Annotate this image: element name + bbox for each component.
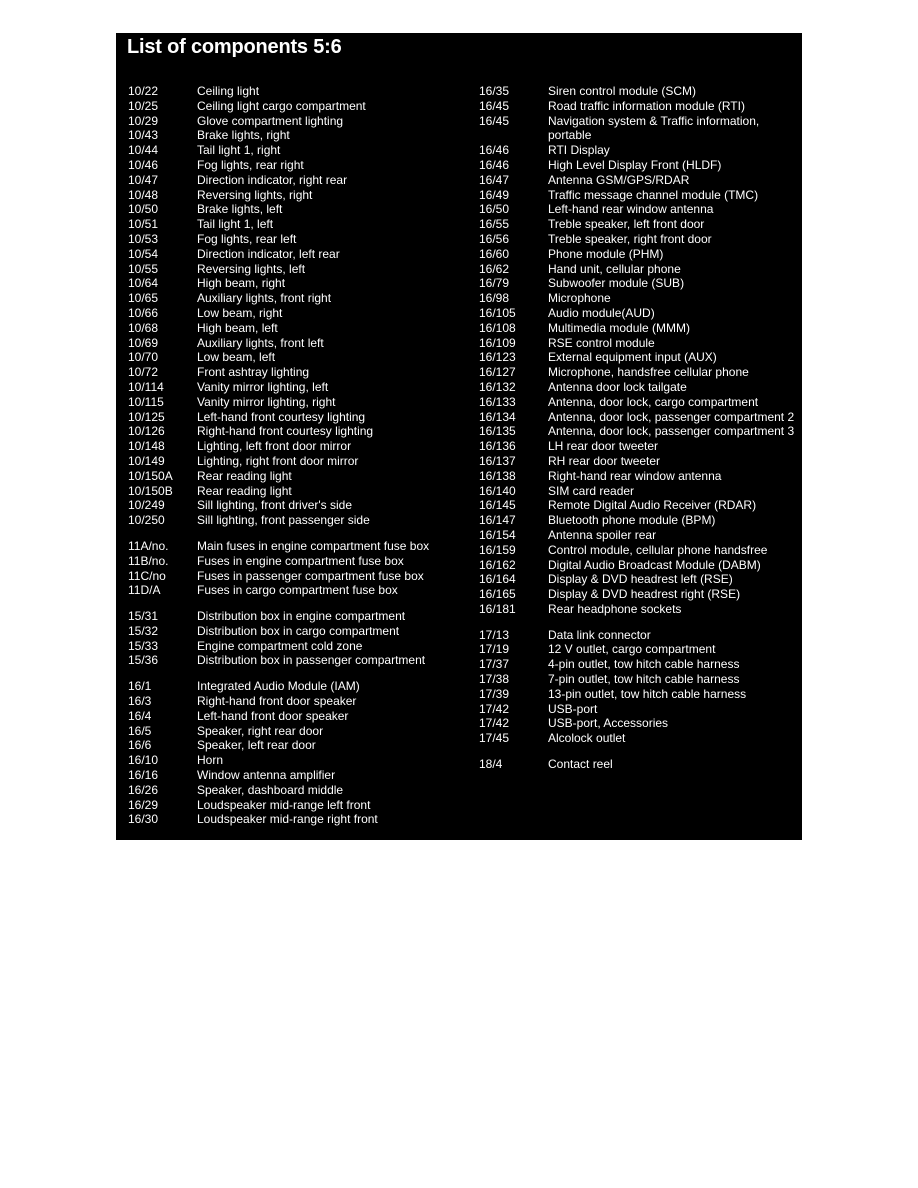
component-description: 7-pin outlet, tow hitch cable harness xyxy=(548,672,740,687)
component-description: Rear headphone sockets xyxy=(548,601,682,616)
component-description: Integrated Audio Module (IAM) xyxy=(197,679,360,694)
component-row xyxy=(128,454,466,469)
component-code: 10/126 xyxy=(128,424,165,439)
component-row xyxy=(128,753,466,768)
component-description: Distribution box in engine compartment xyxy=(197,609,406,624)
component-code: 16/10 xyxy=(128,753,159,768)
component-description: Phone module (PHM) xyxy=(548,246,664,261)
component-row xyxy=(479,262,797,277)
component-description: Microphone, handsfree cellular phone xyxy=(548,365,749,380)
component-code: 10/29 xyxy=(128,113,159,128)
component-description: Tail light 1, left xyxy=(197,217,274,232)
component-row xyxy=(479,188,797,203)
component-code: 10/250 xyxy=(128,513,165,528)
component-row xyxy=(479,672,797,687)
component-description: Vanity mirror lighting, right xyxy=(197,394,336,409)
component-row xyxy=(479,587,797,602)
component-code: 16/135 xyxy=(479,424,516,439)
component-description: Fuses in engine compartment fuse box xyxy=(197,553,404,568)
component-description: Road traffic information module (RTI) xyxy=(548,98,745,113)
component-description: Auxiliary lights, front left xyxy=(197,335,324,350)
component-row xyxy=(128,276,466,291)
component-row xyxy=(128,336,466,351)
component-code: 16/136 xyxy=(479,439,516,454)
component-code: 11A/no. xyxy=(128,538,169,553)
component-description: Main fuses in engine compartment fuse box xyxy=(197,538,430,553)
component-row xyxy=(479,306,797,321)
component-code: 10/125 xyxy=(128,409,165,424)
component-description: Antenna, door lock, passenger compartment 3 xyxy=(548,424,795,439)
component-description: Fuses in cargo compartment fuse box xyxy=(197,583,398,598)
component-code: 16/162 xyxy=(479,557,516,572)
component-row xyxy=(128,350,466,365)
component-row xyxy=(128,679,466,694)
component-row xyxy=(479,543,797,558)
component-row xyxy=(479,469,797,484)
component-description: Ceiling light xyxy=(197,84,260,98)
component-description: 12 V outlet, cargo compartment xyxy=(548,642,716,657)
component-description: Multimedia module (MMM) xyxy=(548,320,691,335)
component-code: 16/45 xyxy=(479,113,510,128)
component-description: Antenna, door lock, cargo compartment xyxy=(548,394,759,409)
component-code: 16/55 xyxy=(479,217,510,232)
component-code: 10/55 xyxy=(128,261,159,276)
component-description: External equipment input (AUX) xyxy=(548,350,717,365)
component-row xyxy=(128,395,466,410)
component-row xyxy=(128,653,466,668)
component-code: 10/66 xyxy=(128,305,159,320)
component-code: 10/249 xyxy=(128,498,165,513)
component-description: Navigation system & Traffic information, portable xyxy=(548,113,760,143)
component-code: 10/50 xyxy=(128,202,159,217)
component-row xyxy=(479,731,797,746)
component-code: 16/109 xyxy=(479,335,516,350)
component-code: 16/5 xyxy=(128,723,152,738)
component-description: Right-hand rear window antenna xyxy=(548,468,722,483)
component-row xyxy=(479,291,797,306)
component-code: 10/65 xyxy=(128,291,159,306)
component-code: 17/45 xyxy=(479,731,510,746)
component-row xyxy=(128,498,466,513)
component-description: USB-port, Accessories xyxy=(548,716,669,731)
component-code: 16/3 xyxy=(128,694,152,709)
component-code: 16/105 xyxy=(479,305,516,320)
component-row xyxy=(479,602,797,617)
component-description: High beam, right xyxy=(197,276,286,291)
component-code: 16/49 xyxy=(479,187,510,202)
component-description: Traffic message channel module (TMC) xyxy=(548,187,759,202)
component-code: 17/19 xyxy=(479,642,510,657)
component-code: 10/115 xyxy=(128,394,164,409)
component-code: 16/45 xyxy=(479,98,510,113)
component-code: 10/54 xyxy=(128,246,159,261)
component-row xyxy=(479,336,797,351)
component-description: Alcolock outlet xyxy=(548,731,626,746)
component-description: Remote Digital Audio Receiver (RDAR) xyxy=(548,498,757,513)
component-code: 10/148 xyxy=(128,439,165,454)
component-code: 10/47 xyxy=(128,172,159,187)
component-row xyxy=(128,188,466,203)
component-code: 16/133 xyxy=(479,394,516,409)
component-description: LH rear door tweeter xyxy=(548,439,659,454)
component-description: Bluetooth phone module (BPM) xyxy=(548,513,716,528)
component-row xyxy=(479,365,797,380)
component-description: RH rear door tweeter xyxy=(548,453,661,468)
component-code: 10/64 xyxy=(128,276,159,291)
component-description: Brake lights, right xyxy=(197,128,290,143)
component-code: 16/6 xyxy=(128,738,152,753)
component-description: Sill lighting, front driver's side xyxy=(197,498,353,513)
component-description: Left-hand rear window antenna xyxy=(548,202,714,217)
component-row xyxy=(479,173,797,188)
component-row xyxy=(128,114,466,129)
component-code: 10/53 xyxy=(128,231,159,246)
component-code: 10/22 xyxy=(128,84,159,98)
component-code: 16/181 xyxy=(479,601,516,616)
component-description: Engine compartment cold zone xyxy=(197,638,363,653)
component-code: 10/46 xyxy=(128,157,159,172)
component-code: 10/150A xyxy=(128,468,173,483)
component-row xyxy=(128,513,466,528)
component-code: 16/159 xyxy=(479,542,516,557)
component-code: 10/69 xyxy=(128,335,159,350)
component-description: High beam, left xyxy=(197,320,278,335)
component-row xyxy=(128,569,466,584)
component-description: Speaker, left rear door xyxy=(197,738,316,753)
component-description: Tail light 1, right xyxy=(197,143,281,158)
component-description: Right-hand front door speaker xyxy=(197,694,357,709)
component-row xyxy=(128,768,466,783)
component-description: Display & DVD headrest left (RSE) xyxy=(548,572,733,587)
component-row xyxy=(128,694,466,709)
component-row xyxy=(479,454,797,469)
component-description: Treble speaker, right front door xyxy=(548,231,712,246)
component-description: Antenna, door lock, passenger compartment 2 xyxy=(548,409,795,424)
component-code: 16/56 xyxy=(479,231,510,246)
component-row xyxy=(128,380,466,395)
component-row xyxy=(479,232,797,247)
component-description: Brake lights, left xyxy=(197,202,283,217)
component-row xyxy=(128,306,466,321)
component-code: 16/47 xyxy=(479,172,510,187)
component-description: Treble speaker, left front door xyxy=(548,217,705,232)
component-code: 16/154 xyxy=(479,527,516,542)
component-code: 16/138 xyxy=(479,468,516,483)
component-code: 16/134 xyxy=(479,409,516,424)
component-code: 16/29 xyxy=(128,797,159,812)
component-description: Glove compartment lighting xyxy=(197,113,344,128)
component-row xyxy=(479,276,797,291)
component-code: 16/62 xyxy=(479,261,510,276)
component-row xyxy=(128,783,466,798)
component-row xyxy=(128,99,466,114)
component-description: Left-hand front door speaker xyxy=(197,708,349,723)
component-code: 10/150B xyxy=(128,483,173,498)
component-row xyxy=(128,158,466,173)
component-code: 16/165 xyxy=(479,587,516,602)
component-row xyxy=(128,128,466,143)
component-row xyxy=(128,247,466,262)
component-description: Low beam, left xyxy=(197,350,276,365)
component-description: Loudspeaker mid-range left front xyxy=(197,797,371,812)
component-code: 16/137 xyxy=(479,453,516,468)
component-description: Microphone xyxy=(548,291,611,306)
component-description: Right-hand front courtesy lighting xyxy=(197,424,374,439)
component-code: 10/51 xyxy=(128,217,159,232)
component-row xyxy=(479,687,797,702)
component-description: Ceiling light cargo compartment xyxy=(197,98,366,113)
component-code: 16/140 xyxy=(479,483,516,498)
component-row xyxy=(128,365,466,380)
component-row xyxy=(128,539,466,554)
component-row xyxy=(128,217,466,232)
component-code: 10/114 xyxy=(128,379,164,394)
component-description: Fog lights, rear left xyxy=(197,231,297,246)
component-code: 10/149 xyxy=(128,453,165,468)
component-row xyxy=(479,99,797,114)
component-description: Antenna spoiler rear xyxy=(548,527,657,542)
component-code: 17/42 xyxy=(479,716,510,731)
component-description: Low beam, right xyxy=(197,305,283,320)
component-code: 16/79 xyxy=(479,276,510,291)
component-row xyxy=(479,716,797,731)
component-description: Distribution box in passenger compartment xyxy=(197,653,426,668)
component-code: 16/26 xyxy=(128,782,159,797)
component-description: Lighting, right front door mirror xyxy=(197,453,359,468)
component-code: 18/4 xyxy=(479,757,503,772)
component-code: 16/46 xyxy=(479,157,510,172)
component-row xyxy=(128,84,466,99)
component-code: 16/60 xyxy=(479,246,510,261)
component-code: 10/43 xyxy=(128,128,159,143)
component-code: 16/132 xyxy=(479,379,516,394)
component-description: Direction indicator, right rear xyxy=(197,172,348,187)
component-code: 11C/no xyxy=(128,568,166,583)
component-row xyxy=(479,657,797,672)
component-code: 16/35 xyxy=(479,84,510,98)
component-code: 10/68 xyxy=(128,320,159,335)
component-description: Left-hand front courtesy lighting xyxy=(197,409,366,424)
component-row xyxy=(128,583,466,598)
component-description: Hand unit, cellular phone xyxy=(548,261,681,276)
component-row xyxy=(128,143,466,158)
component-code: 16/46 xyxy=(479,143,510,158)
component-row xyxy=(128,173,466,188)
component-description: Speaker, dashboard middle xyxy=(197,782,344,797)
component-row xyxy=(128,724,466,739)
component-row xyxy=(479,498,797,513)
component-description: Fuses in passenger compartment fuse box xyxy=(197,568,424,583)
component-description: Sill lighting, front passenger side xyxy=(197,513,370,528)
component-description: Horn xyxy=(197,753,224,768)
component-code: 17/37 xyxy=(479,657,510,672)
component-row xyxy=(479,247,797,262)
component-row xyxy=(128,424,466,439)
component-row xyxy=(128,484,466,499)
component-row xyxy=(128,469,466,484)
component-description: Contact reel xyxy=(548,757,613,772)
component-row xyxy=(128,639,466,654)
component-code: 16/108 xyxy=(479,320,516,335)
component-code: 16/123 xyxy=(479,350,516,365)
component-row xyxy=(128,262,466,277)
component-description: Rear reading light xyxy=(197,468,292,483)
component-row xyxy=(479,350,797,365)
component-code: 10/48 xyxy=(128,187,159,202)
component-list-right xyxy=(479,84,797,772)
component-row xyxy=(128,812,466,827)
component-code: 15/33 xyxy=(128,638,159,653)
components-panel xyxy=(116,33,802,840)
component-code: 16/16 xyxy=(128,768,159,783)
component-code: 17/38 xyxy=(479,672,510,687)
component-description: Antenna GSM/GPS/RDAR xyxy=(548,172,690,187)
component-row xyxy=(128,609,466,624)
component-code: 16/145 xyxy=(479,498,516,513)
component-description: RSE control module xyxy=(548,335,655,350)
component-description: Digital Audio Broadcast Module (DABM) xyxy=(548,557,761,572)
component-row xyxy=(479,484,797,499)
component-row xyxy=(479,572,797,587)
component-row xyxy=(128,321,466,336)
component-description: Reversing lights, right xyxy=(197,187,313,202)
component-row xyxy=(479,642,797,657)
component-row xyxy=(128,410,466,425)
component-row xyxy=(479,321,797,336)
component-description: SIM card reader xyxy=(548,483,635,498)
component-row xyxy=(128,202,466,217)
component-code: 10/70 xyxy=(128,350,159,365)
component-code: 16/164 xyxy=(479,572,516,587)
component-description: High Level Display Front (HLDF) xyxy=(548,157,722,172)
component-code: 16/4 xyxy=(128,708,152,723)
component-description: Antenna door lock tailgate xyxy=(548,379,687,394)
component-row xyxy=(479,114,797,144)
component-row xyxy=(479,84,797,99)
page-title: List of components 5:6 xyxy=(127,36,342,58)
component-description: Direction indicator, left rear xyxy=(197,246,340,261)
component-code: 10/25 xyxy=(128,98,159,113)
component-row xyxy=(128,709,466,724)
component-code: 16/127 xyxy=(479,365,516,380)
component-row xyxy=(479,528,797,543)
component-description: Control module, cellular phone handsfree xyxy=(548,542,768,557)
component-description: Front ashtray lighting xyxy=(197,365,310,380)
component-row xyxy=(128,439,466,454)
component-code: 16/1 xyxy=(128,679,152,694)
component-row xyxy=(479,395,797,410)
component-description: Vanity mirror lighting, left xyxy=(197,379,329,394)
component-list-left xyxy=(128,84,466,827)
component-code: 17/13 xyxy=(479,627,510,642)
component-row xyxy=(128,798,466,813)
component-description: Siren control module (SCM) xyxy=(548,84,697,98)
component-description: USB-port xyxy=(548,701,598,716)
component-description: Distribution box in cargo compartment xyxy=(197,623,400,638)
component-description: 4-pin outlet, tow hitch cable harness xyxy=(548,657,740,672)
component-description: Fog lights, rear right xyxy=(197,157,304,172)
component-code: 11D/A xyxy=(128,583,161,598)
component-description: Display & DVD headrest right (RSE) xyxy=(548,587,741,602)
component-row xyxy=(479,158,797,173)
component-description: Auxiliary lights, front right xyxy=(197,291,332,306)
component-row xyxy=(128,291,466,306)
component-row xyxy=(479,202,797,217)
component-description: Audio module(AUD) xyxy=(548,305,655,320)
component-row xyxy=(479,424,797,439)
component-code: 11B/no. xyxy=(128,553,169,568)
component-code: 16/50 xyxy=(479,202,510,217)
component-row xyxy=(479,217,797,232)
component-code: 15/32 xyxy=(128,623,159,638)
component-row xyxy=(479,513,797,528)
component-description: RTI Display xyxy=(548,143,610,158)
component-row xyxy=(479,410,797,425)
component-row xyxy=(128,738,466,753)
component-description: Speaker, right rear door xyxy=(197,723,324,738)
component-row xyxy=(479,439,797,454)
component-code: 15/31 xyxy=(128,609,159,624)
component-description: Rear reading light xyxy=(197,483,292,498)
component-code: 10/44 xyxy=(128,143,159,158)
component-code: 16/147 xyxy=(479,513,516,528)
component-description: Loudspeaker mid-range right front xyxy=(197,812,378,827)
component-code: 15/36 xyxy=(128,653,159,668)
component-description: Reversing lights, left xyxy=(197,261,306,276)
component-row xyxy=(479,757,797,772)
component-description: Lighting, left front door mirror xyxy=(197,439,352,454)
component-code: 16/98 xyxy=(479,291,510,306)
component-code: 17/42 xyxy=(479,701,510,716)
component-description: 13-pin outlet, tow hitch cable harness xyxy=(548,686,747,701)
component-row xyxy=(479,702,797,717)
component-row xyxy=(479,143,797,158)
component-description: Subwoofer module (SUB) xyxy=(548,276,685,291)
component-row xyxy=(128,554,466,569)
component-row xyxy=(479,380,797,395)
component-description: Data link connector xyxy=(548,627,651,642)
component-row xyxy=(479,558,797,573)
component-code: 10/72 xyxy=(128,365,159,380)
component-row xyxy=(128,624,466,639)
component-row xyxy=(479,628,797,643)
component-code: 17/39 xyxy=(479,686,510,701)
component-description: Window antenna amplifier xyxy=(197,768,336,783)
component-code: 16/30 xyxy=(128,812,159,827)
component-row xyxy=(128,232,466,247)
